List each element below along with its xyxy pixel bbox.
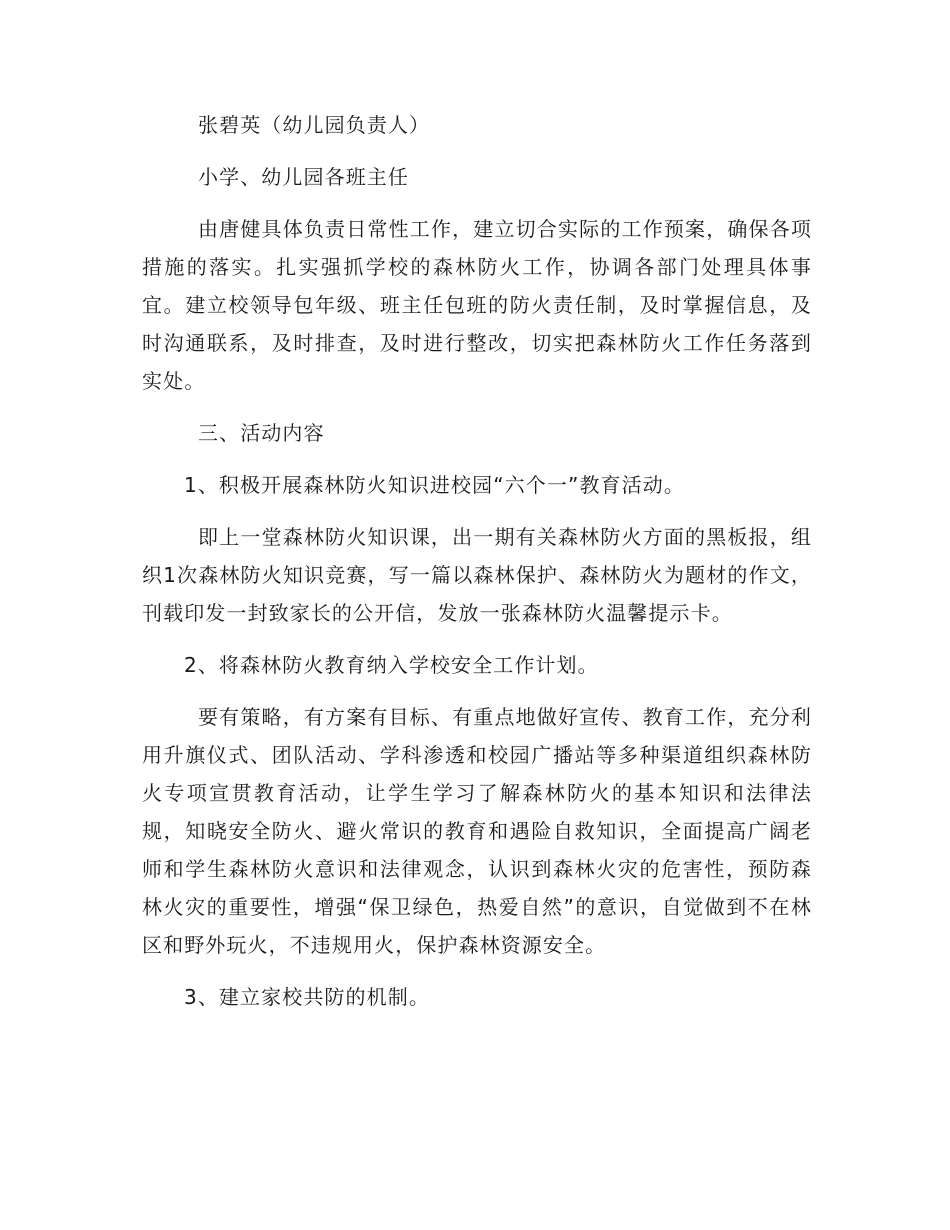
paragraph-six-ones: 即上一堂森林防火知识课，出一期有关森林防火方面的黑板报，组织1次森林防火知识竞赛，写一篇以森林保护、森林防火为题材的作文，刊载印发一封致家长的公开信，发放一张森林防火温馨提示卡。	[142, 525, 812, 625]
paragraph-person-in-charge: 张碧英（幼儿园负责人）	[198, 113, 431, 137]
section-heading-activity-content: 三、活动内容	[198, 421, 325, 445]
list-item-1-heading: 1、积极开展森林防火知识进校园“六个一”教育活动。	[184, 473, 685, 497]
paragraph-class-teachers: 小学、幼儿园各班主任	[198, 165, 409, 189]
list-item-2-heading: 2、将森林防火教育纳入学校安全工作计划。	[184, 653, 599, 677]
list-item-3-heading: 3、建立家校共防的机制。	[184, 985, 430, 1009]
paragraph-responsibility: 由唐健具体负责日常性工作，建立切合实际的工作预案，确保各项措施的落实。扎实强抓学校的森林防火工作，协调各部门处理具体事宜。建立校领导包年级、班主任包班的防火责任制，及时掌握信息，及时沟通联系，及时排查，及时进行整改，切实把森林防火工作任务落到实处。	[142, 217, 812, 393]
paragraph-education-plan: 要有策略，有方案有目标、有重点地做好宣传、教育工作，充分利用升旗仪式、团队活动、学科渗透和校园广播站等多种渠道组织森林防火专项宣贯教育活动，让学生学习了解森林防火的基本知识和法律法规，知晓安全防火、避火常识的教育和遇险自救知识，全面提高广阔老师和学生森林防火意识和法律观念，认识到森林火灾的危害性，预防森林火灾的重要性，增强“保卫绿色，热爱自然”的意识，自觉做到不在林区和野外玩火，不违规用火，保护森林资源安全。	[142, 705, 812, 957]
document-body	[142, 106, 812, 1016]
